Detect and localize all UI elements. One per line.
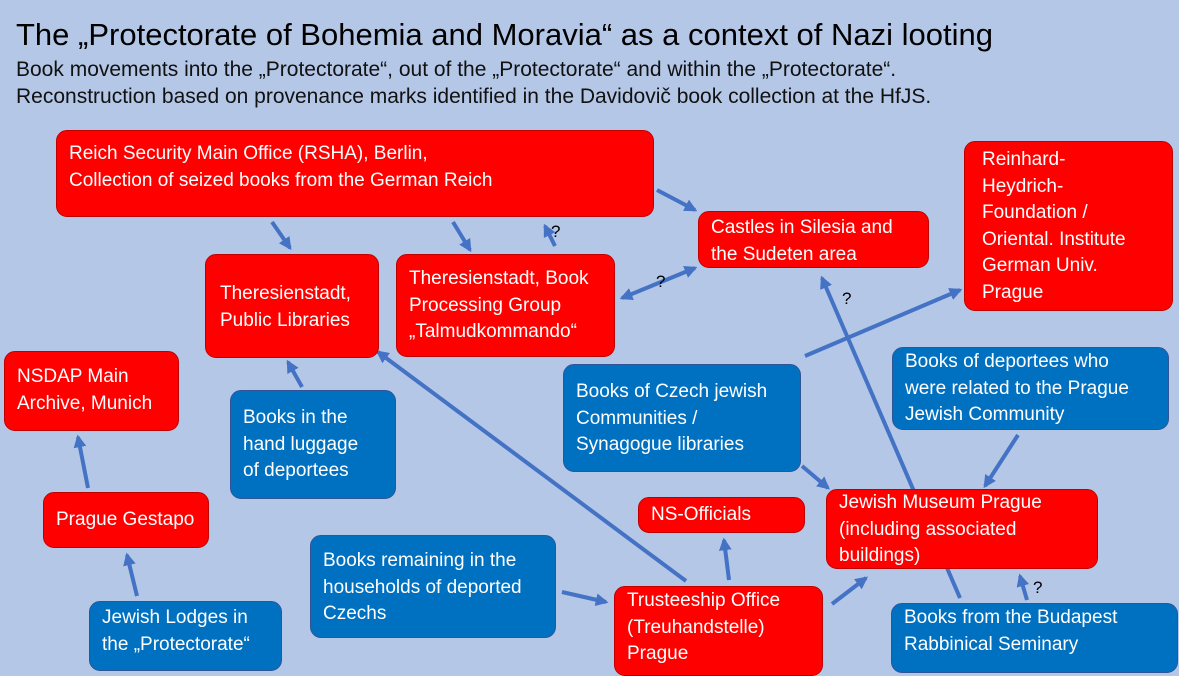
subtitle-line-2: Reconstruction based on provenance marks identified in the Davidovič book collection at the HfJS.	[16, 85, 932, 108]
question-mark-museum-castles: ?	[842, 289, 852, 308]
node-prague-gestapo: Prague Gestapo	[43, 492, 209, 548]
arrow-czech-communities-to-museum	[802, 466, 828, 488]
node-hand-luggage: Books in the hand luggage of deportees	[230, 390, 396, 499]
arrow-deportees-to-museum	[985, 435, 1018, 486]
arrow-rsha-to-castles	[657, 190, 695, 210]
subtitle-line-1: Book movements into the „Protectorate“, out of the „Protectorate“ and within the „Protectorate“.	[16, 58, 897, 81]
node-castles: Castles in Silesia and the Sudeten area	[698, 211, 929, 268]
node-talmudkommando: Theresienstadt, Book Processing Group „Talmudkommando“	[396, 254, 615, 357]
node-rsha: Reich Security Main Office (RSHA), Berlin, Collection of seized books from the German Reich	[56, 130, 654, 217]
question-mark-rsha: ?	[551, 222, 561, 241]
arrow-lodges-to-gestapo	[127, 555, 137, 596]
arrow-households-to-trusteeship	[562, 592, 606, 602]
node-trusteeship-office: Trusteeship Office (Treuhandstelle) Prague	[614, 586, 823, 676]
node-ns-officials: NS-Officials	[638, 497, 805, 533]
node-budapest-seminary: Books from the Budapest Rabbinical Seminary	[891, 603, 1178, 673]
arrow-rsha-to-talmudkommando	[453, 222, 470, 250]
node-nsdap-archive: NSDAP Main Archive, Munich	[4, 351, 179, 431]
arrow-hand-luggage-to-libraries	[288, 362, 302, 387]
node-theresienstadt-libraries: Theresienstadt, Public Libraries	[205, 254, 379, 358]
node-czech-communities: Books of Czech jewish Communities / Synagogue libraries	[563, 364, 801, 472]
node-heydrich-foundation: Reinhard- Heydrich- Foundation / Oriental. Institute German Univ. Prague	[964, 141, 1173, 311]
question-mark-budapest: ?	[1033, 578, 1043, 597]
node-jewish-museum: Jewish Museum Prague (including associated buildings)	[826, 489, 1098, 569]
question-mark-castles-link: ?	[656, 272, 666, 291]
node-households: Books remaining in the households of deported Czechs	[310, 535, 556, 638]
arrow-budapest-to-museum	[1020, 576, 1027, 600]
arrow-gestapo-to-nsdap	[78, 437, 88, 488]
arrow-trusteeship-to-ns-officials	[724, 540, 729, 580]
node-jewish-lodges: Jewish Lodges in the „Protectorate“	[89, 601, 282, 671]
page-title: The „Protectorate of Bohemia and Moravia“ as a context of Nazi looting	[16, 17, 993, 52]
arrow-rsha-to-theresienstadt-libraries	[272, 222, 290, 248]
arrow-trusteeship-to-museum	[832, 578, 866, 604]
node-deportees-prague: Books of deportees who were related to the Prague Jewish Community	[892, 347, 1169, 430]
